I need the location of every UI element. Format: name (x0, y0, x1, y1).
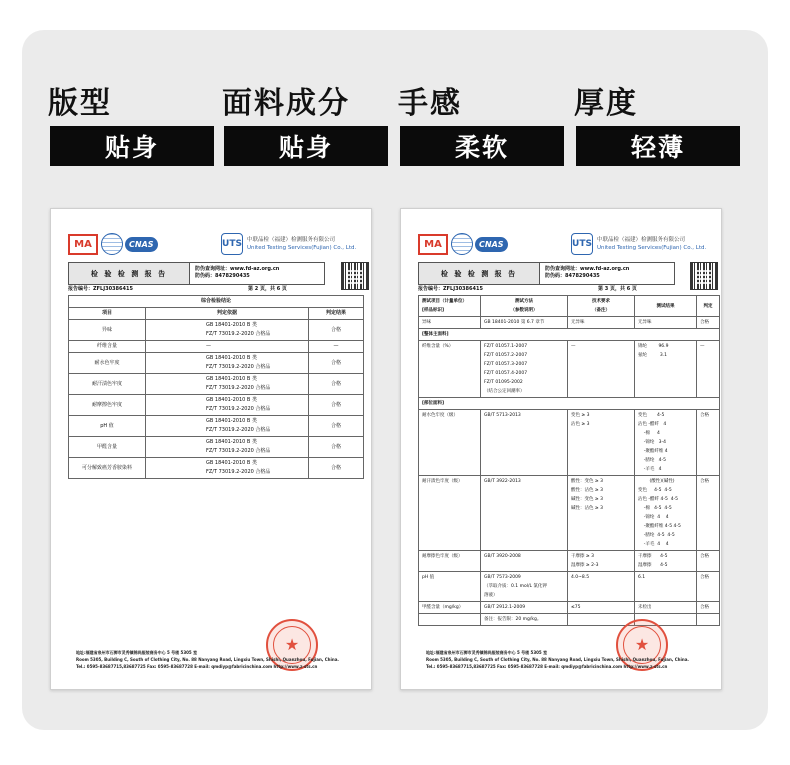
ilac-globe-icon (451, 233, 473, 255)
col-header-verdict: 判定 (697, 296, 720, 317)
footer-contacts: Tel.: 0595-83687715,83687725 Fax: 0595-83687728 E-mail: qmdiyp@fabricinchina.com http://www.z-sts.cn (426, 664, 668, 669)
accreditation-logos (418, 233, 508, 255)
cell-req: 无异味 (568, 317, 635, 329)
cell-result: 合格 (309, 458, 364, 479)
cell-verdict: 合格 (697, 476, 720, 551)
footer-address-cn: 地址:福建省泉州市石狮市灵秀镇锦尚服装商务中心 5 号楼 5305 室 (76, 650, 198, 655)
cell-verdict: — (697, 341, 720, 398)
table-row (419, 398, 720, 410)
table-row (69, 320, 364, 341)
results-table (418, 295, 720, 626)
table-row (69, 437, 364, 458)
accreditation-logos (68, 233, 158, 255)
table-row (69, 416, 364, 437)
footer-address-en: Room 5305, Building C, South of Clothing City, No. 88 Nanyang Road, Lingxiu Town, Shishi, Quanzhou, Fujian, China. (76, 657, 339, 662)
query-site: 防伪查询网址：www.fd-az.org.cn (195, 266, 280, 272)
cell-verdict: 合格 (697, 410, 720, 476)
cell-item: 异味 (69, 320, 146, 341)
cell-verdict (697, 614, 720, 626)
cell-result: (酸性)(碱性) 变色 4-5 4-5 沾色 -醋纤 4-5 4-5 -棉 4-5 4-5 -锦纶 4 4 -聚酯纤维 4-5 4-5 -腈纶 4-5 4-5 -羊毛 4 4 (635, 476, 697, 551)
footer-address-en: Room 5305, Building C, South of Clothing City, No. 88 Nanyang Road, Lingxiu Town, Shishi, Quanzhou, Fujian, China. (426, 657, 689, 662)
cell-req: ≤75 (568, 602, 635, 614)
col-header-item: 项目 (69, 308, 146, 320)
table-row (419, 410, 720, 476)
cell-result: 无异味 (635, 317, 697, 329)
cell-item (419, 614, 481, 626)
lab-name-cn: 中联品检（福建）检测服务有限公司 (597, 237, 686, 243)
cell-result: 6.1 (635, 572, 697, 602)
cell-item: 耐汗渍色牢度 (69, 374, 146, 395)
cell-req: 变色 ≥ 3 沾色 ≥ 3 (568, 410, 635, 476)
cell-item: pH 值 (69, 416, 146, 437)
cell-basis: GB 18401-2010 B 类 FZ/T 73019.2-2020 合格品 (146, 374, 309, 395)
report-header-box (418, 262, 675, 285)
ma-logo: MA (418, 234, 448, 255)
col-header-requirement: 技术要求 （备注） (568, 296, 635, 317)
cell-method: GB/T 2912.1-2009 (481, 602, 568, 614)
header-value-thickness: 轻薄 (576, 126, 740, 166)
report-title: 检 验 检 测 报 告 (419, 263, 540, 284)
cell-item: 纤维含量（%） (419, 341, 481, 398)
header-title-feel: 手感 (398, 86, 462, 121)
cell-method: GB/T 3922-2013 (481, 476, 568, 551)
cell-result: 合格 (309, 320, 364, 341)
header-title-fit: 版型 (48, 86, 112, 121)
cell-method: GB 18401-2010 第 6.7 章节 (481, 317, 568, 329)
cell-result: 变色 4-5 沾色 -醋纤 4 -棉 4 -锦纶 3-4 -聚酯纤维 4 -腈纶 4-5 -羊毛 4 (635, 410, 697, 476)
table-row (419, 572, 720, 602)
query-code: 防伪码：8478290435 (195, 273, 250, 279)
col-header-result: 测试结果 (635, 296, 697, 317)
cnas-logo: CNAS (475, 237, 508, 252)
lab-name-en: United Testing Services(Fujian) Co., Ltd. (247, 245, 357, 251)
lab-logo (221, 233, 356, 255)
query-code: 防伪码：8478290435 (545, 273, 600, 279)
header-value-fit: 贴身 (50, 126, 214, 166)
page-number: 第 3 页，共 6 页 (598, 286, 637, 292)
report-header-box (68, 262, 325, 285)
query-site: 防伪查询网址：www.fd-az.org.cn (545, 266, 630, 272)
cell-result: 合格 (309, 374, 364, 395)
header-title-thickness: 厚度 (574, 86, 638, 121)
table-row (419, 614, 720, 626)
lab-name-cn: 中联品检（福建）检测服务有限公司 (247, 237, 336, 243)
cell-basis: — (146, 341, 309, 353)
table-row (69, 458, 364, 479)
table-row (419, 551, 720, 572)
lab-name-en: United Testing Services(Fujian) Co., Ltd. (597, 245, 707, 251)
uts-logo: UTS (221, 233, 243, 255)
table-row (419, 341, 720, 398)
official-seal: ★ (266, 619, 318, 671)
cell-item: pH 值 (419, 572, 481, 602)
col-header-result: 判定结果 (309, 308, 364, 320)
cell-item: 耐水色牢度（级） (419, 410, 481, 476)
table-row (69, 374, 364, 395)
ilac-globe-icon (101, 233, 123, 255)
test-report-page-3 (400, 208, 722, 690)
table-section-title: 综合检验结论 (69, 296, 364, 308)
table-row (419, 602, 720, 614)
cell-basis: GB 18401-2010 B 类 FZ/T 73019.2-2020 合格品 (146, 320, 309, 341)
cell-method: GB/T 7573-2009 （萃取介质：0.1 mol/L 氯化钾 溶液） (481, 572, 568, 602)
cell-req: 酸性：变色 ≥ 3 酸性：沾色 ≥ 3 碱性：变色 ≥ 3 碱性：沾色 ≥ 3 (568, 476, 635, 551)
cell-verdict: 合格 (697, 602, 720, 614)
cell-method: 备注：报告限：20 mg/kg。 (481, 614, 568, 626)
table-row (69, 353, 364, 374)
cell-req: — (568, 341, 635, 398)
cell-method: GB/T 5713-2013 (481, 410, 568, 476)
table-row (69, 395, 364, 416)
report-footer (426, 649, 696, 670)
ma-logo: MA (68, 234, 98, 255)
cell-result: 合格 (309, 353, 364, 374)
cell-item: 耐摩擦色牢度 (69, 395, 146, 416)
cell-item: 耐水色牢度 (69, 353, 146, 374)
cell-item: 纤维含量 (69, 341, 146, 353)
cell-item: 耐汗渍色牢度（级） (419, 476, 481, 551)
header-value-fabric: 贴身 (224, 126, 388, 166)
col-header-basis: 判定依据 (146, 308, 309, 320)
cell-verdict: 合格 (697, 317, 720, 329)
cell-method: FZ/T 01057.1-2007 FZ/T 01057.2-2007 FZ/T 01057.3-2007 FZ/T 01057.4-2007 FZ/T 01095-2002 （结合公定回潮率） (481, 341, 568, 398)
cell-basis: GB 18401-2010 B 类 FZ/T 73019.2-2020 合格品 (146, 353, 309, 374)
cell-req (568, 614, 635, 626)
cell-result: 合格 (309, 395, 364, 416)
cell-result: — (309, 341, 364, 353)
cell-result: 未检出 (635, 602, 697, 614)
table-row (69, 341, 364, 353)
cell-verdict: 合格 (697, 572, 720, 602)
cell-item: 异味 (419, 317, 481, 329)
lab-logo (571, 233, 706, 255)
conclusion-table (68, 295, 364, 479)
header-value-feel: 柔软 (400, 126, 564, 166)
cell-item: 甲醛含量（mg/kg） (419, 602, 481, 614)
report-title: 检 验 检 测 报 告 (69, 263, 190, 284)
cell-item: 耐摩擦色牢度（级） (419, 551, 481, 572)
section-label: [整体主面料] (419, 329, 720, 341)
table-row (419, 329, 720, 341)
col-header-method: 测试方法 （参数说明） (481, 296, 568, 317)
test-report-page-2 (50, 208, 372, 690)
table-row (419, 476, 720, 551)
table-row (419, 317, 720, 329)
cell-method: GB/T 3920-2008 (481, 551, 568, 572)
cell-basis: GB 18401-2010 B 类 FZ/T 73019.2-2020 合格品 (146, 395, 309, 416)
cell-basis: GB 18401-2010 B 类 FZ/T 73019.2-2020 合格品 (146, 416, 309, 437)
header-title-fabric: 面料成分 (222, 86, 350, 121)
footer-address-cn: 地址:福建省泉州市石狮市灵秀镇锦尚服装商务中心 5 号楼 5305 室 (426, 650, 548, 655)
cell-result: 合格 (309, 437, 364, 458)
page-number: 第 2 页，共 6 页 (248, 286, 287, 292)
cell-basis: GB 18401-2010 B 类 FZ/T 73019.2-2020 合格品 (146, 437, 309, 458)
uts-logo: UTS (571, 233, 593, 255)
cell-req: 干摩擦 ≥ 3 湿摩擦 ≥ 2-3 (568, 551, 635, 572)
cell-item: 可分解致癌芳香胺染料 (69, 458, 146, 479)
footer-contacts: Tel.: 0595-83687715,83687725 Fax: 0595-83687728 E-mail: qmdiyp@fabricinchina.com http://www.z-sts.cn (76, 664, 318, 669)
cell-result: 干摩擦 4-5 湿摩擦 4-5 (635, 551, 697, 572)
report-number: 报告编号：ZFLJ30386415 (68, 286, 133, 292)
cell-req: 4.0~8.5 (568, 572, 635, 602)
cell-result: 锦纶 96.9 氨纶 3.1 (635, 341, 697, 398)
col-header-item: 测试项目（计量单位） [样品标识] (419, 296, 481, 317)
cell-result: 合格 (309, 416, 364, 437)
cell-verdict: 合格 (697, 551, 720, 572)
section-label: [部位面料] (419, 398, 720, 410)
cnas-logo: CNAS (125, 237, 158, 252)
official-seal: ★ (616, 619, 668, 671)
cell-basis: GB 18401-2010 B 类 FZ/T 73019.2-2020 合格品 (146, 458, 309, 479)
report-number: 报告编号：ZFLJ30386415 (418, 286, 483, 292)
report-footer (76, 649, 346, 670)
cell-item: 甲醛含量 (69, 437, 146, 458)
